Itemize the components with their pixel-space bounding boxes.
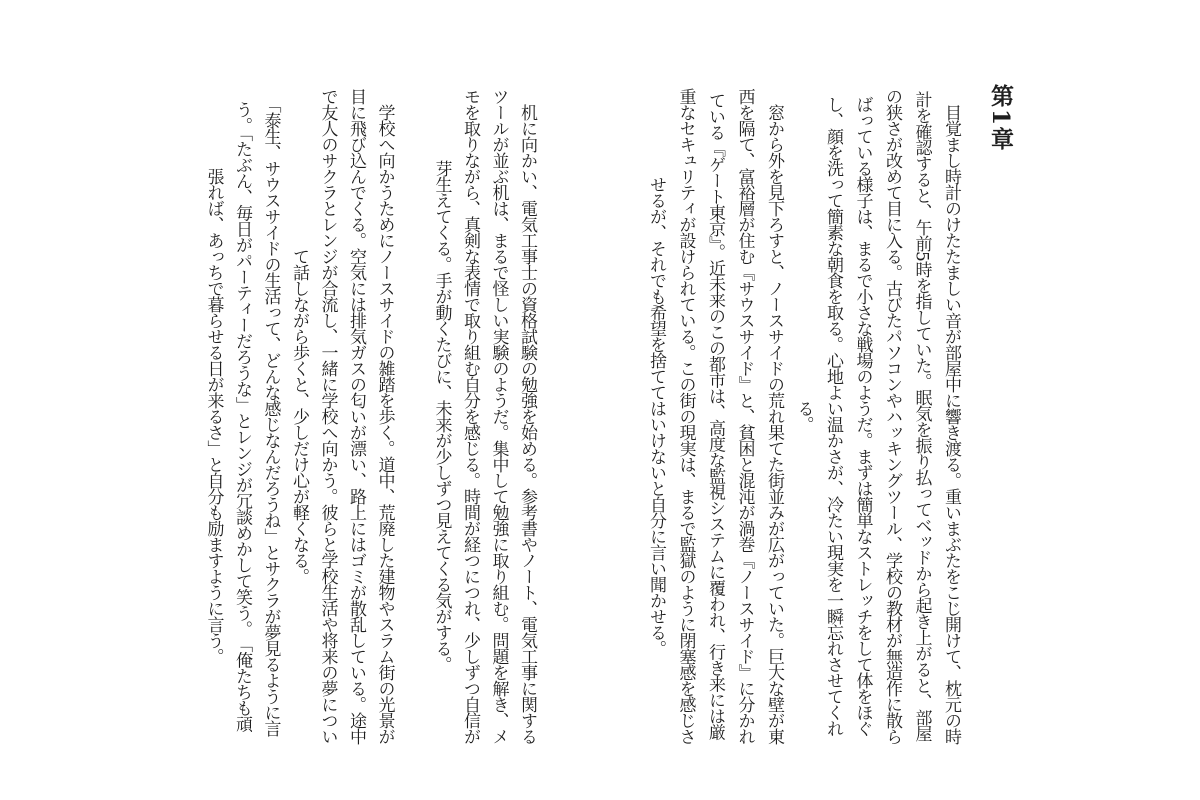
text-column: の狭さが改めて目に入る。古びたパソコンやハッキングツール、学校の教材が無造作に散ら <box>882 88 902 744</box>
text-column: て話しながら歩くと、少しだけ心が軽くなる。 <box>289 248 309 584</box>
chapter-title: 第1章 <box>987 84 1014 153</box>
text-column: で友人のサクラとレンジが合流し、一緒に学校へ向かう。彼らと学校生活や将来の夢につい <box>317 88 338 744</box>
text-column: 張れば、あっちで暮らせる日が来るさ」と自分も励ますように言う。 <box>203 168 224 664</box>
text-column: 重なセキュリティが設けられている。この街の現実は、まるで監獄のように閉塞感を感じさ <box>675 88 696 744</box>
text-column: せるが、それでも希望を捨ててはいけないと自分に言い聞かせる。 <box>646 176 666 656</box>
text-column: ばっている様子は、まるで小さな戦場のようだ。まずは簡単なストレッチをして体をほぐ <box>852 96 873 736</box>
text-column: 目に飛び込んでくる。空気には排気ガスの匂いが漂い、路上にはゴミが散乱している。途中 <box>346 88 366 744</box>
text-column: 「泰生、サウスサイドの生活って、どんな感じなんだろうね」とサクラが夢見るように言 <box>260 96 281 736</box>
text-column: 西を隔て、富裕層が住む『サウスサイド』と、貧困と混沌が渦巻『ノースサイド』に分かれ <box>734 88 755 744</box>
text-column <box>399 86 428 746</box>
text-column: 目覚まし時計のけたたましい音が部屋中に響き渡る。重いまぶたをこじ開けて、枕元の時 <box>941 88 961 744</box>
text-column: 芽生えてくる。手が動くたびに、未来が少しずつ見えてくる気がする。 <box>431 160 452 672</box>
text-column: う。「たぶん、毎日がパーティーだろうな」とレンジが冗談めかして笑う。 「俺たちも頑 <box>232 100 252 732</box>
text-column: 窓から外を見下ろすと、ノースサイドの荒れ果てた街並みが広がっていた。巨大な壁が東 <box>764 88 784 744</box>
text-column: 計を確認すると、午前5時を指していた。眠気を振り払ってベッドから起き上がると、部屋 <box>911 91 932 741</box>
text-column: モを取りながら、真剣な表情で取り組む自分を感じる。時間が経つにつれ、少しずつ自信が <box>460 88 480 744</box>
text-column: 机に向かい、電気工事士の資格試験の勉強を始める。参考書やノート、電気工事に関する <box>517 88 537 744</box>
text-column: ている『ゲート東京』。近未来のこの都市は、高度な監視システムに覆われ、行き来には厳 <box>705 92 725 740</box>
text-column: 学校へ向かうためにノースサイドの雑踏を歩く。道中、荒廃した建物やスラム街の光景が <box>374 88 395 744</box>
text-column: し、顔を洗って簡素な朝食を取る。心地よい温かさが、冷たい現実を一瞬忘れさせてくれ <box>823 96 843 736</box>
text-column: る。 <box>793 400 814 432</box>
text-column: ツールが並ぶ机は、まるで怪しい実験のようだ。集中して勉強に取り組む。問題を解き、メ <box>488 88 509 744</box>
